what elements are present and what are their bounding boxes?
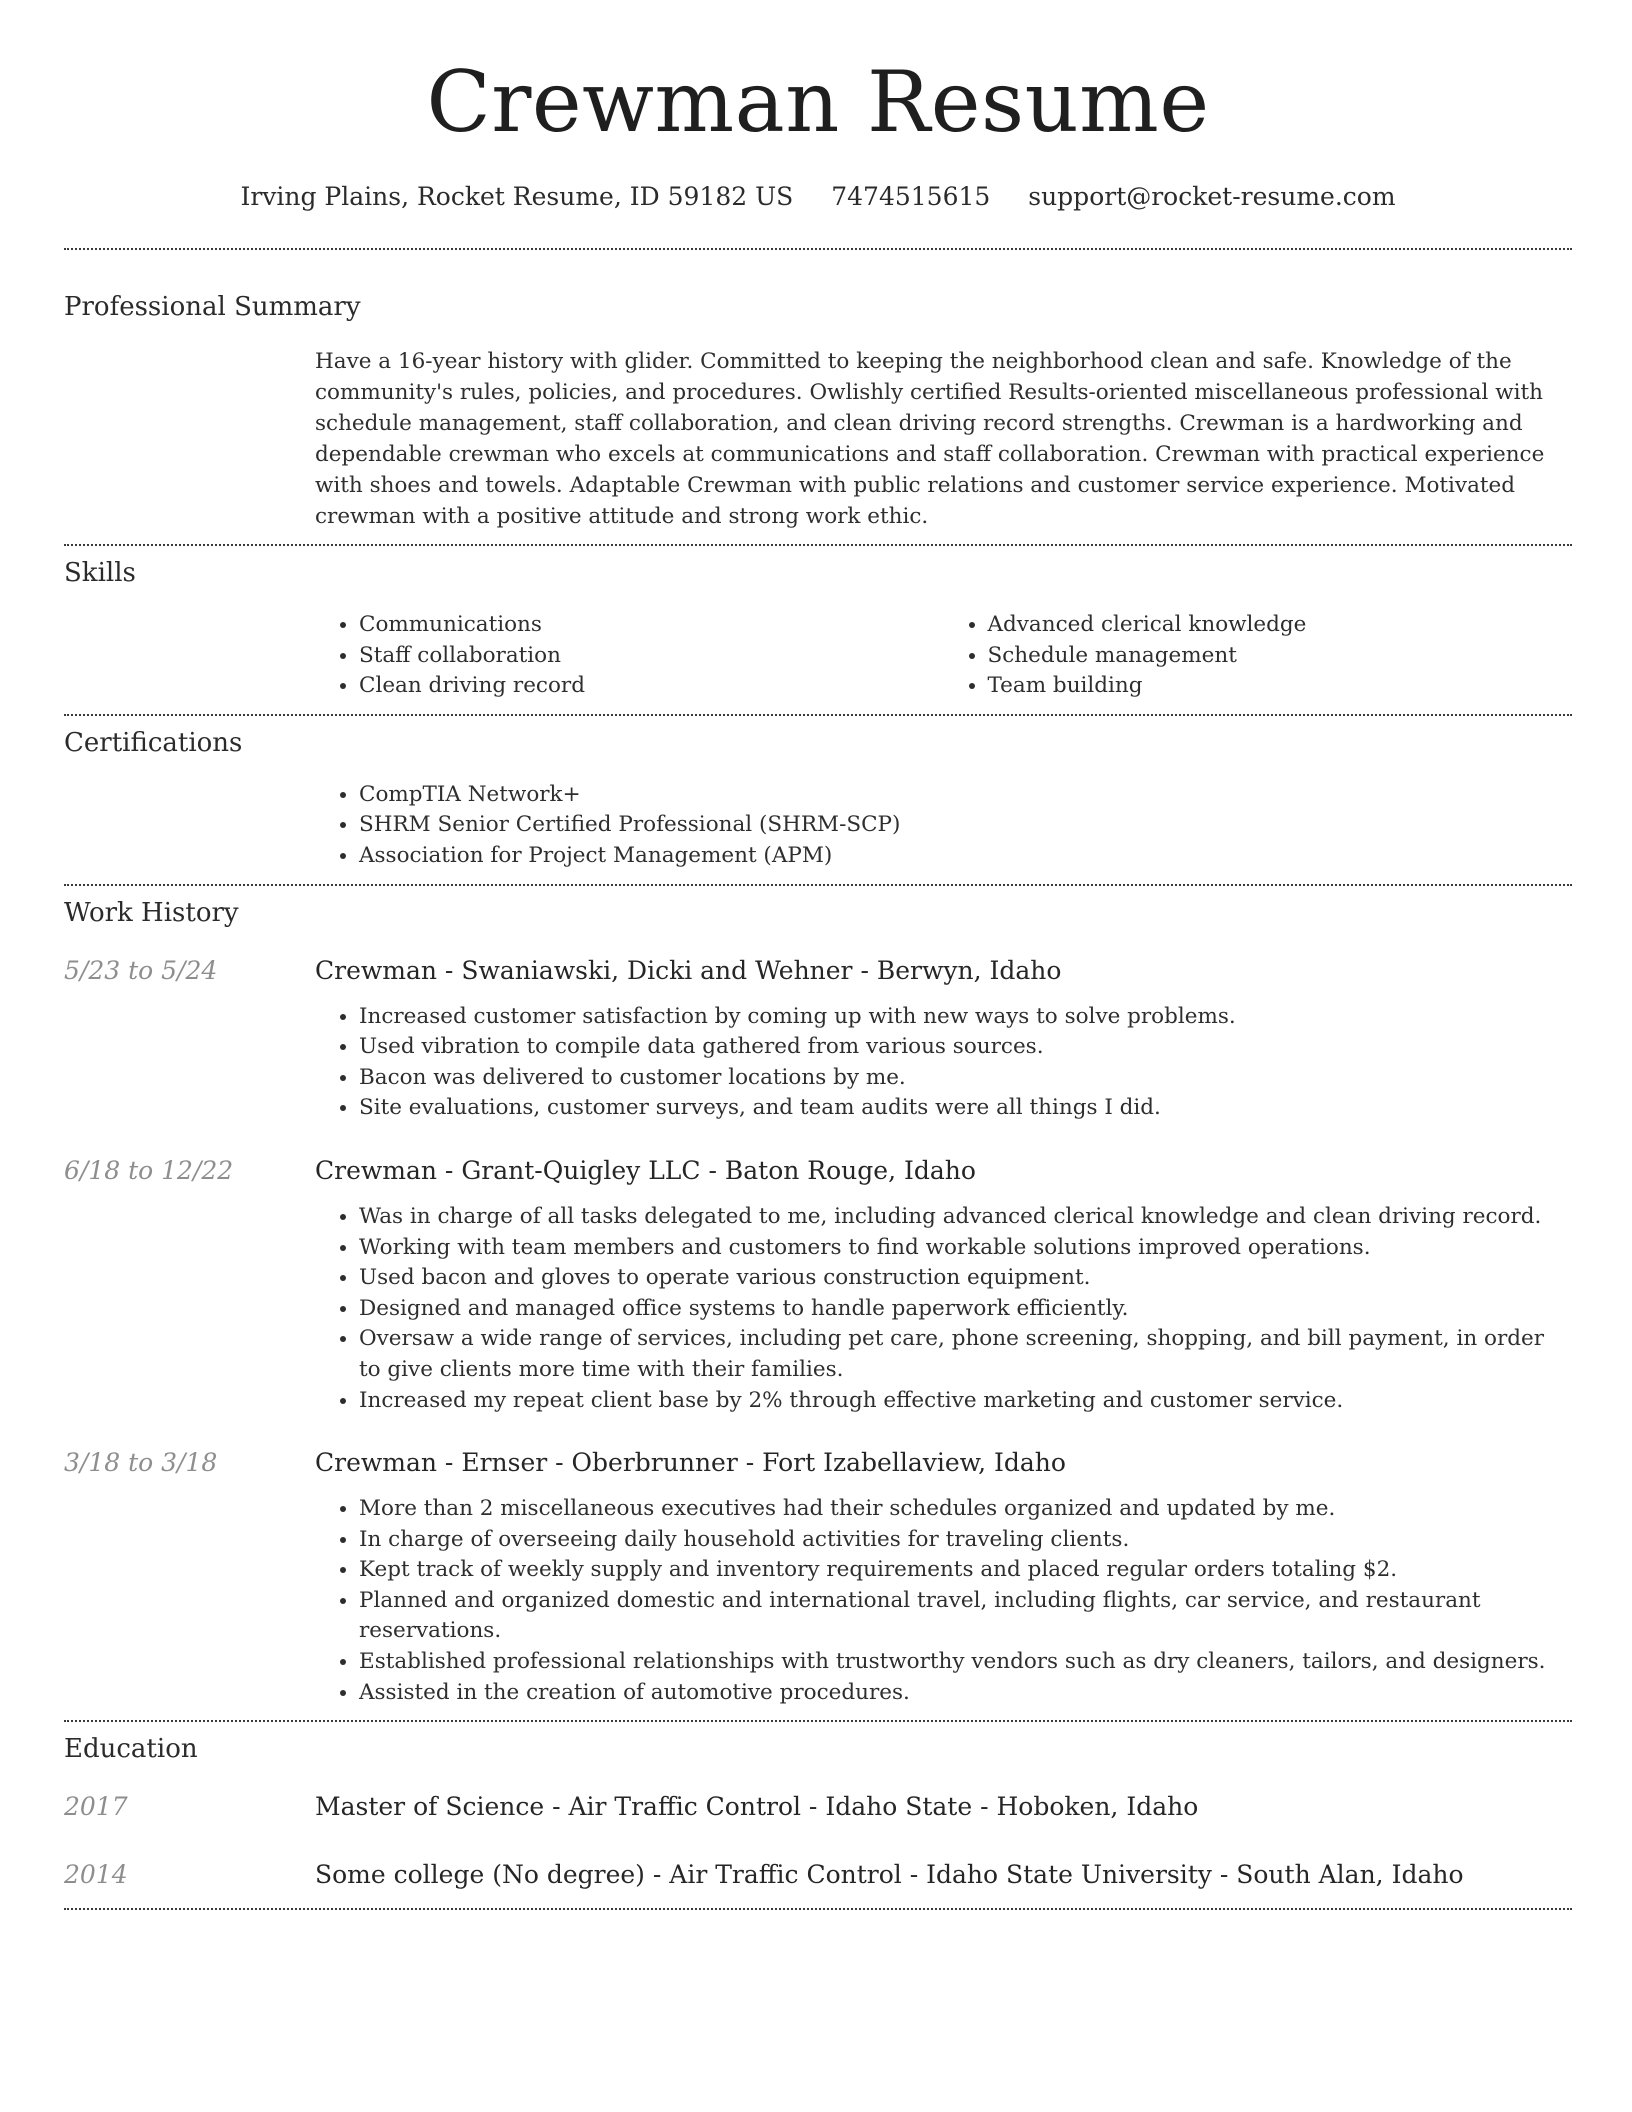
education-title: Master of Science - Air Traffic Control - Idaho State - Hoboken, Idaho [315, 1792, 1199, 1822]
skills-list-right [944, 610, 1573, 702]
list-item: • Working with team members and customers to find workable solutions improved operations. [359, 1233, 1572, 1264]
job-entry [64, 1446, 1572, 1708]
list-item: • Used bacon and gloves to operate various construction equipment. [359, 1263, 1572, 1294]
section-work-history [64, 886, 1572, 1721]
contact-address: Irving Plains, Rocket Resume, ID 59182 US [240, 182, 794, 211]
section-heading-certifications: Certifications [64, 727, 243, 758]
job-entry [64, 1154, 1572, 1416]
list-item: • Assisted in the creation of automotive procedures. [359, 1678, 1572, 1709]
list-item: • Used vibration to compile data gathered from various sources. [359, 1032, 1572, 1063]
job-bullets [315, 1494, 1572, 1708]
contact-phone: 7474515615 [831, 182, 991, 211]
job-bullets [315, 1002, 1572, 1124]
section-skills [64, 546, 1572, 714]
education-entry [64, 1858, 1572, 1892]
education-entry [64, 1790, 1572, 1824]
divider [64, 1908, 1572, 1910]
summary-text: Have a 16-year history with glider. Committed to keeping the neighborhood clean and safe. Knowledge of the community's rules, policies, and procedures. Owlishly certified Results-oriented miscellaneous professional with schedule management, staff collaboration, and clean driving record strengths. Crewman is a hardworking and dependable crewman who excels at communications and staff collaboration. Crewman with practical experience with shoes and towels. Adaptable Crewman with public relations and customer service experience. Motivated crewman with a positive attitude and strong work ethic. [315, 349, 1545, 529]
job-dates: 3/18 to 3/18 [64, 1448, 218, 1478]
list-item: • Designed and managed office systems to handle paperwork efficiently. [359, 1294, 1572, 1325]
list-item: • Association for Project Management (APM) [359, 841, 1572, 872]
job-title: Crewman - Ernser - Oberbrunner - Fort Izabellaview, Idaho [315, 1448, 1066, 1478]
education-year: 2017 [64, 1792, 128, 1822]
section-heading-skills: Skills [64, 558, 136, 588]
list-item: • Site evaluations, customer surveys, and team audits were all things I did. [359, 1093, 1572, 1124]
skills-list-left [315, 610, 944, 702]
section-heading-summary: Professional Summary [64, 292, 361, 322]
certifications-list [315, 780, 1572, 872]
list-item: • SHRM Senior Certified Professional (SHRM-SCP) [359, 810, 1572, 841]
job-entry [64, 954, 1572, 1124]
list-item: • Was in charge of all tasks delegated to me, including advanced clerical knowledge and clean driving record. [359, 1202, 1572, 1233]
list-item: • Schedule management [988, 641, 1573, 672]
list-item: • Kept track of weekly supply and inventory requirements and placed regular orders totaling $2. [359, 1555, 1572, 1586]
list-item: • Team building [988, 671, 1573, 702]
contact-line [64, 180, 1572, 214]
education-year: 2014 [64, 1860, 128, 1890]
section-education [64, 1722, 1572, 1908]
section-heading-work: Work History [64, 897, 239, 928]
list-item: • Increased my repeat client base by 2% through effective marketing and customer service. [359, 1386, 1572, 1417]
list-item: • Oversaw a wide range of services, including pet care, phone screening, shopping, and bill payment, in order to give clients more time with their families. [359, 1324, 1572, 1385]
list-item: • More than 2 miscellaneous executives had their schedules organized and updated by me. [359, 1494, 1572, 1525]
job-title: Crewman - Grant-Quigley LLC - Baton Rouge, Idaho [315, 1155, 976, 1185]
list-item: • Bacon was delivered to customer locations by me. [359, 1063, 1572, 1094]
list-item: • Communications [359, 610, 944, 641]
list-item: • Increased customer satisfaction by coming up with new ways to solve problems. [359, 1002, 1572, 1033]
section-certifications [64, 716, 1572, 884]
list-item: • Established professional relationships with trustworthy vendors such as dry cleaners, tailors, and designers. [359, 1647, 1572, 1678]
list-item: • Advanced clerical knowledge [988, 610, 1573, 641]
list-item: • Clean driving record [359, 671, 944, 702]
job-title: Crewman - Swaniawski, Dicki and Wehner - Berwyn, Idaho [315, 955, 1062, 985]
section-summary [64, 250, 1572, 544]
list-item: • Planned and organized domestic and international travel, including flights, car service, and restaurant reservations. [359, 1586, 1572, 1647]
job-dates: 6/18 to 12/22 [64, 1155, 234, 1185]
resume-title: Crewman Resume [426, 53, 1210, 151]
job-dates: 5/23 to 5/24 [64, 955, 218, 985]
contact-email: support@rocket-resume.com [1028, 182, 1396, 211]
list-item: • CompTIA Network+ [359, 780, 1572, 811]
section-heading-education: Education [64, 1734, 198, 1765]
resume-page [64, 0, 1572, 1910]
education-title: Some college (No degree) - Air Traffic Control - Idaho State University - South Alan, Idaho [315, 1860, 1464, 1890]
list-item: • In charge of overseeing daily household activities for traveling clients. [359, 1525, 1572, 1556]
job-bullets [315, 1202, 1572, 1416]
list-item: • Staff collaboration [359, 641, 944, 672]
